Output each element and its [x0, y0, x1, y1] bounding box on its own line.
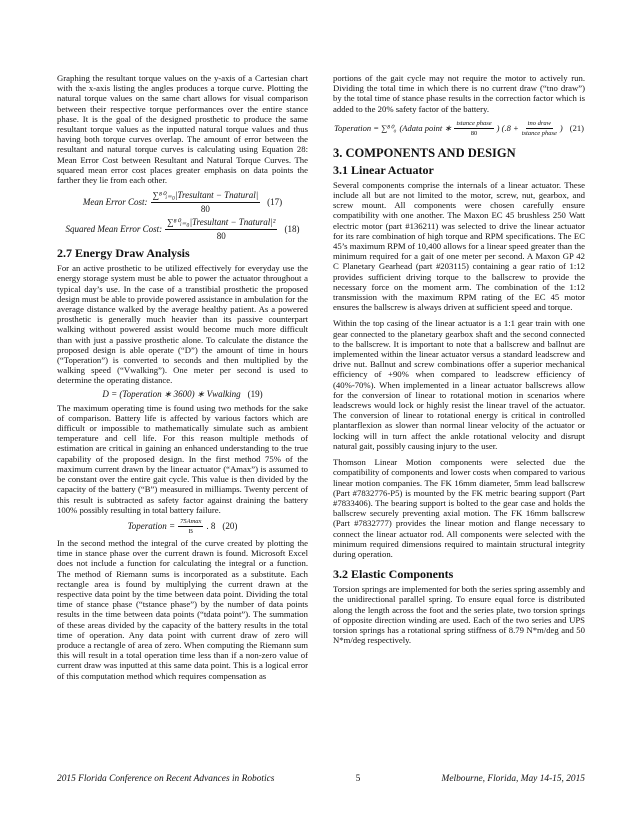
paragraph-gear-train: Within the top casing of the linear actuator is a 1:1 gear train with one gear connected to the planetary gearbox shaft and the second connected to the ballscrew. It is important to note that a ballscrew and ballnut are implemented within the linear actuator versus a standard leadscrew and drive nut. Ballnut and screw combinations offer a superior mechanical efficiency of +90% when compared to leadscrew efficiency of (40%-70%). When implemented in a linear actuator ballscrews allow for the conversion of linear to rotational motion in scenarios where leadscrews would lock or highly resist the linear travel of the actuator. The conversion of linear to rotational energy is critical in controlled plantarflexion as slower than normal linear velocity of the actuator or locking will in turn affect the ankle rotational velocity and disrupt natural gait, possibly causing injury to the user. — [333, 318, 585, 451]
eq21-number: (21) — [569, 123, 584, 134]
eq21-part-b: ) (.8 + — [496, 123, 519, 134]
heading-3: 3. COMPONENTS AND DESIGN — [333, 145, 516, 160]
eq21-f1-denominator: 80 — [470, 129, 478, 137]
eq20-denominator: B — [188, 527, 193, 535]
eq20-number: (20) — [222, 521, 238, 532]
equation-18 — [57, 217, 308, 241]
equation-19 — [57, 389, 308, 400]
heading-3-1: 3.1 Linear Actuator — [333, 162, 434, 177]
heading-2-7: 2.7 Energy Draw Analysis — [57, 246, 190, 261]
eq18-fraction — [165, 217, 277, 241]
equation-20 — [57, 518, 308, 535]
page-number: 5 — [355, 774, 361, 784]
eq21-lhs: Toperation = ∑⁸⁰₀ — [334, 122, 397, 133]
equation-17 — [57, 190, 308, 214]
footer-location: Melbourne, Florida, May 14-15, 2015 — [441, 774, 585, 784]
paragraph-elastic: Torsion springs are implemented for both the series spring assembly and the unidirectional parallel spring. To ensure equal force is distributed along the length across the foot and the series plate, two torsion springs of opposite direction winding are used. Each of the two series and UPS torsion springs has a rotational spring stiffness of 8.79 N*m/deg and 50 N*m/deg respectively. — [333, 584, 585, 646]
eq21-f2-numerator: tno draw — [527, 119, 551, 127]
paragraph-energy-draw: For an active prosthetic to be utilized effectively for everyday use the energy storage system must be able to power the actuator throughout a typical day’s use. In the case of a transtibial prosthetic the proposed design must be able to provide powered assistance in ambulation for the average distance walked by the average healthy patient. As a powered prosthetic is generally much heavier than its passive counterpart walking without powered assist would become much more difficult than with just a passive prosthetic alone. To calculate the distance the proposed design is able operate (“D”) the amount of time in hours (“Toperation”) is converted to seconds and then multiplied by the walking speed (“Vwalking”). One meter per second is used to determine the operating distance. — [57, 263, 308, 386]
eq17-denominator: 80 — [200, 204, 210, 215]
eq17-number: (17) — [267, 197, 283, 208]
eq20-tail: . 8 — [206, 521, 216, 532]
eq17-fraction — [151, 190, 261, 214]
paragraph-operating-time: The maximum operating time is found using two methods for the sake of comparison. Battery life is affected by various factors which are difficult or impossible to mathematically simulate such as ambient temperature and cell life. For this reason multiple methods of estimation are critical in gaining an enhanced understanding to the true capability of the proposed design. In the first method 75% of the maximum current drawn by the linear actuator (“Amax”) is assumed to be constant over the entire gait cycle. This value is then divided by the capacity of the battery (“B”) measured in milliamps. Twenty percent of this result is subtracted as safety factor against draining the battery 100% possibly resulting in total battery failure. — [57, 402, 308, 515]
page-footer — [57, 774, 585, 784]
eq20-label: Toperation = — [127, 521, 176, 532]
paragraph-linear-actuator: Several components comprise the internals of a linear actuator. These include all but are not limited to the motor, screw, nut, gearbox, and screw mount. All components were chosen carefully ensure compatibility with one another. The Maxon EC 45 brushless 250 Watt electric motor (part #136211) was selected to drive the linear actuator for its rare combination of high torque and RPM specifications. The EC 45’s maximum RPM of 10,400 allows for a linear speed greater than the minimum required for a gait of one meter per second. A Maxon GP 42 C Planetary Gearhead (part #203115) containing a gear ratio of 1:12 provides sufficient driving torque to the ballscrew to provide the necessary force on the moment arm. The combination of the 1:12 transmission with the maximum RPM rating of the EC 45 motor ensures the ballscrew is always driven at sufficient speed and torque. — [333, 179, 585, 313]
paragraph-riemann: In the second method the integral of the curve created by plotting the time in stance phase over the current drawn is found. Microsoft Excel does not include a function for calculating the integral or a function. The method of Riemann sums is incorporated as a substitute. Each rectangle area is found by multiplying the current drawn at the respective data point by the time between data point. Dividing the total time of stance phase (“tstance phase”) by the number of data points results in the time between data points (“tdata point”). The summation of these areas divided by the capacity of the battery results in the total time of operation. Any data point with current draw of zero will produce a rectangle of area of zero. When computing the Riemann sum this will result in a total operation time less than if a non-zero value of current draw was inputted at this same data point. This is a logical error of this computation method which requires compensation as — [57, 537, 308, 681]
eq17-label: Mean Error Cost: — [82, 197, 148, 208]
eq19-number: (19) — [247, 389, 263, 400]
eq21-f1-numerator: tstance phase — [456, 119, 492, 127]
eq18-label: Squared Mean Error Cost: — [65, 224, 163, 235]
eq21-f2-denominator: tstance phase — [521, 129, 557, 137]
paragraph-torque-curve: Graphing the resultant torque values on the y-axis of a Cartesian chart with the x-axis listing the angles produces a torque curve. Plotting the natural torque values on the same chart allows for visual comparison between their respective torque performances over the entire stance phase. It is the goal of the designed prosthetic to produce the same resultant torque values as the inputted natural torque values and thus having both torque curves overlap. The amount of error between the resultant and natural torque curves is calculating using Equation 28: Mean Error Cost between Resultant and Natural Torque Curves. The squared mean error cost places greater emphasis on data points the farther they lie from each other. — [57, 73, 308, 186]
footer-conference: 2015 Florida Conference on Recent Advances in Robotics — [57, 774, 275, 784]
eq18-number: (18) — [284, 224, 300, 235]
paragraph-correction: portions of the gait cycle may not require the motor to actively run. Dividing the total time in which there is no current draw (“tno draw”) by the total time of stance phase results in the correction factor which is added to the 20% safety factor of the battery. — [333, 73, 585, 114]
heading-3-2: 3.2 Elastic Components — [333, 567, 454, 582]
eq17-numerator: ∑⁸⁰ᵢ₌₀|Tresultant − Tnatural| — [151, 190, 261, 203]
eq21-fraction-2 — [522, 120, 557, 137]
eq21-fraction-1 — [454, 120, 493, 137]
eq20-numerator: 75Amax — [180, 517, 202, 525]
equation-21 — [333, 120, 585, 137]
eq18-numerator: ∑⁸⁰ᵢ₌₀|Tresultant − Tnatural|² — [165, 217, 277, 230]
eq20-fraction — [178, 518, 203, 535]
eq21-part-a: (Adata point ∗ — [399, 122, 452, 133]
left-column — [57, 73, 308, 681]
paragraph-thomson: Thomson Linear Motion components were selected due the compatibility of components and lower costs when compared to various linear motion companies. The FK 16mm diameter, 5mm lead ballscrew (Part #7832776-P5) is mounted by the FK metric bearing support (Part #7833406). The bearing support is bolted to the gear case and holds the ballscrew securely preventing axial motion. The FK 16mm ballscrew (Part #7832777) provides the linear motion and flange necessary to connect the linear actuator rod. All components were selected with the minimum required dimensions required to maintain structural integrity during operation. — [333, 457, 585, 559]
eq21-part-c: ) — [559, 123, 563, 134]
right-column — [333, 73, 585, 645]
eq18-denominator: 80 — [216, 231, 226, 242]
eq19-body: D = (Toperation ∗ 3600) ∗ Vwalking — [102, 388, 241, 399]
